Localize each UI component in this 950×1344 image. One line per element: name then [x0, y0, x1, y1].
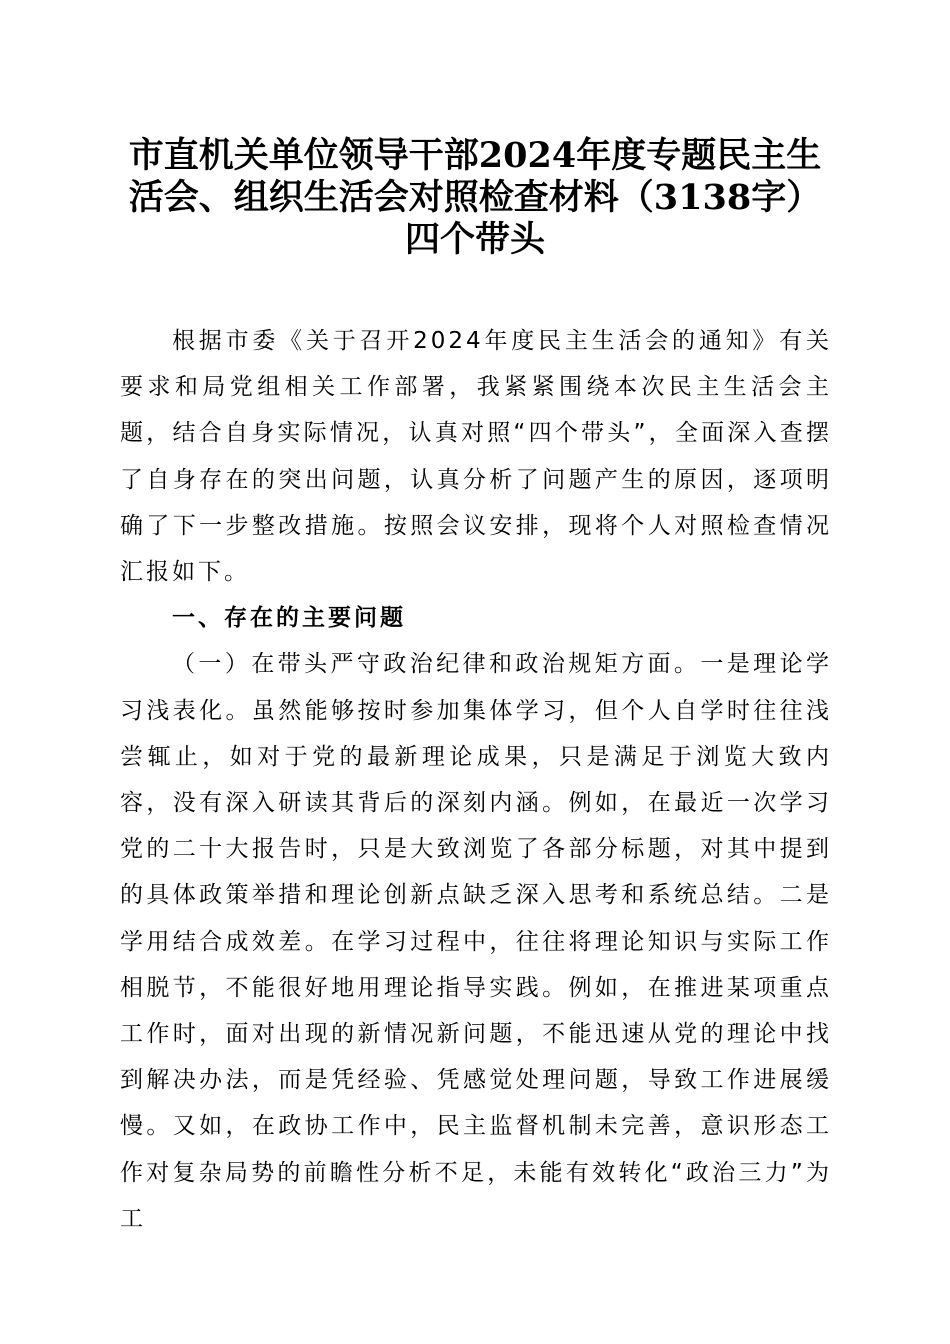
document-body	[120, 318, 832, 1242]
section-paragraph: （一）在带头严守政治纪律和政治规矩方面。一是理论学习浅表化。虽然能够按时参加集体学习，但个人自学时往往浅尝辄止，如对于党的最新理论成果，只是满足于浏览大致内容，没有深入研读其背后的深刻内涵。例如，在最近一次学习党的二十大报告时，只是大致浏览了各部分标题，对其中提到的具体政策举措和理论创新点缺乏深入思考和系统总结。二是学用结合成效差。在学习过程中，往往将理论知识与实际工作相脱节，不能很好地用理论指导实践。例如，在推进某项重点工作时，面对出现的新情况新问题，不能迅速从党的理论中找到解决办法，而是凭经验、凭感觉处理问题，导致工作进展缓慢。又如，在政协工作中，民主监督机制未完善，意识形态工作对复杂局势的前瞻性分析不足，未能有效转化“政治三力”为工	[120, 651, 832, 1232]
document-title	[90, 135, 860, 261]
title-line-3: 四个带头	[404, 219, 545, 260]
intro-paragraph: 根据市委《关于召开2024年度民主生活会的通知》有关要求和局党组相关工作部署，我紧紧围绕本次民主生活会主题，结合自身实际情况，认真对照“四个带头”，全面深入查摆了自身存在的突出问题，认真分析了问题产生的原因，逐项明确了下一步整改措施。按照会议安排，现将个人对照检查情况汇报如下。	[120, 328, 832, 586]
section-heading: 一、存在的主要问题	[172, 605, 406, 632]
title-line-2: 活会、组织生活会对照检查材料（3138字）	[128, 177, 822, 218]
title-line-1: 市直机关单位领导干部2024年度专题民主生	[128, 135, 822, 176]
